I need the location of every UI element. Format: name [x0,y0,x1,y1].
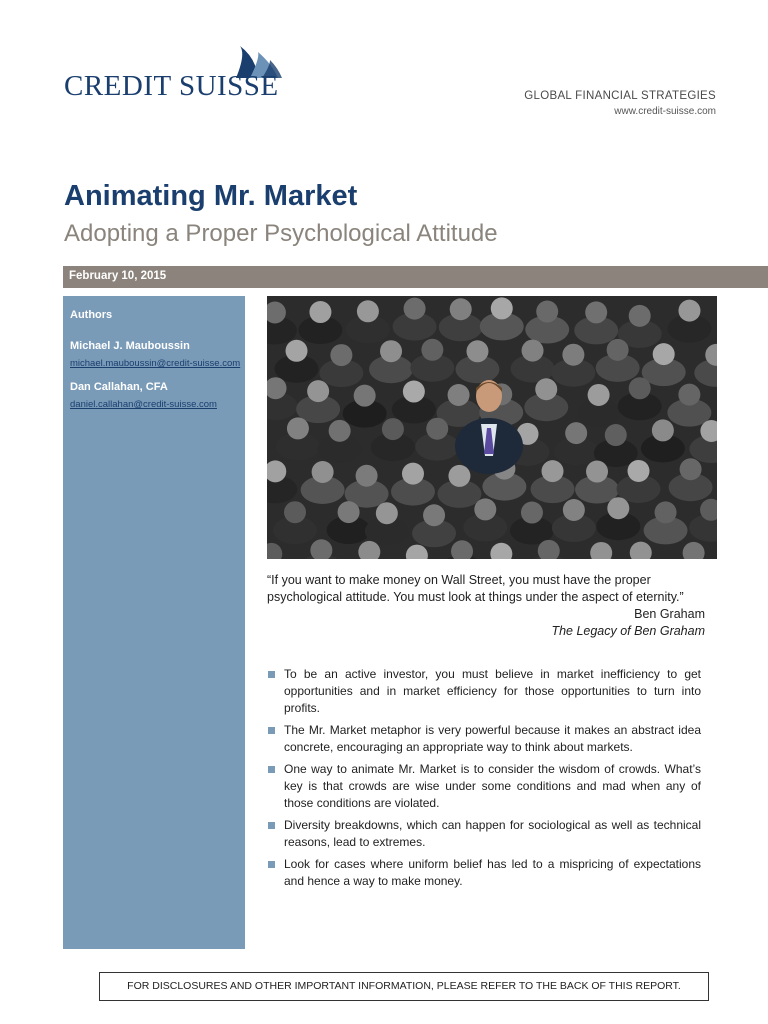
author-email-link[interactable]: michael.mauboussin@credit-suisse.com [70,358,241,369]
square-bullet-icon [268,727,275,734]
report-subtitle: Adopting a Proper Psychological Attitude [64,220,498,247]
logo-wordmark: CREDIT SUISSE [64,70,279,102]
quote-author: Ben Graham [634,607,705,621]
header-url[interactable]: www.credit-suisse.com [614,106,716,117]
author-name: Michael J. Mauboussin [70,340,190,352]
report-date: February 10, 2015 [69,270,167,282]
square-bullet-icon [268,822,275,829]
crowd-photo [267,296,717,559]
summary-bullets [267,666,701,895]
quote-block [267,572,705,640]
credit-suisse-logo [64,44,284,104]
bullet-item [267,856,701,890]
disclosure-box: FOR DISCLOSURES AND OTHER IMPORTANT INFORMATION, PLEASE REFER TO THE BACK OF THIS REPORT. [99,972,709,1001]
square-bullet-icon [268,766,275,773]
crowd-image [267,296,717,559]
bullet-item [267,666,701,717]
authors-heading: Authors [70,309,113,321]
quote-text: “If you want to make money on Wall Street, you must have the proper psychological attitude. You must look at things under the aspect of eternity.” [267,573,684,604]
bullet-item [267,817,701,851]
bullet-item [267,761,701,812]
square-bullet-icon [268,861,275,868]
author-email-link[interactable]: daniel.callahan@credit-suisse.com [70,399,217,410]
bullet-item [267,722,701,756]
author-name: Dan Callahan, CFA [70,381,168,393]
bullet-text: Look for cases where uniform belief has led to a mispricing of expectations and hence a way to make money. [284,857,701,888]
quote-source: The Legacy of Ben Graham [551,624,705,638]
header-section-title: GLOBAL FINANCIAL STRATEGIES [524,90,716,102]
square-bullet-icon [268,671,275,678]
bullet-text: Diversity breakdowns, which can happen for sociological as well as technical reasons, lead to extremes. [284,818,701,849]
date-band [63,266,768,288]
report-title: Animating Mr. Market [64,180,358,212]
bullet-text: To be an active investor, you must believe in market inefficiency to get opportunities and in market efficiency for those opportunities to turn into profits. [284,667,701,715]
bullet-text: One way to animate Mr. Market is to consider the wisdom of crowds. What’s key is that crowds are wise under some conditions and mad when any of those conditions are violated. [284,762,701,810]
bullet-text: The Mr. Market metaphor is very powerful because it makes an abstract idea concrete, encouraging an appropriate way to think about markets. [284,723,701,754]
header-right [524,90,716,117]
authors-sidebar [63,296,245,949]
